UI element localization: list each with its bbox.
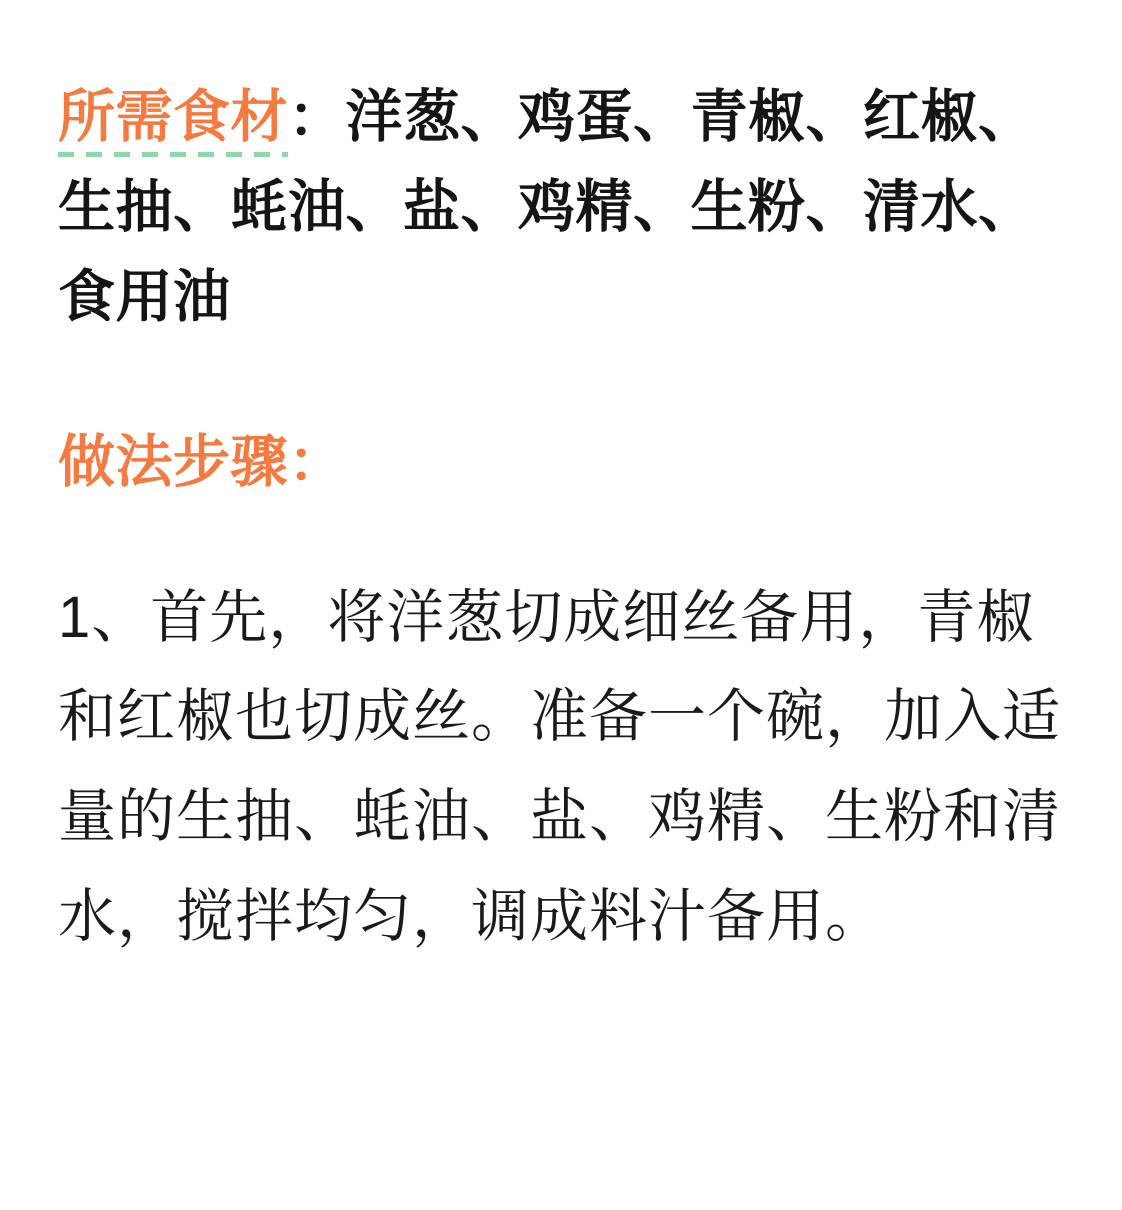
step-item — [58, 568, 1064, 967]
ingredients-label: 所需食材 — [58, 85, 288, 159]
ingredients-paragraph — [58, 72, 1064, 342]
steps-heading: 做法步骤： — [58, 430, 346, 495]
step-number: 1、 — [58, 584, 151, 650]
step-text: 首先，将洋葱切成细丝备用，青椒和红椒也切成丝。准备一个碗，加入适量的生抽、蚝油、盐、鸡精、生粉和清水，搅拌均匀，调成料汁备用。 — [58, 584, 1062, 949]
ingredients-list: 洋葱、鸡蛋、青椒、红椒、生抽、蚝油、盐、鸡精、生粉、清水、食用油 — [58, 85, 1036, 330]
ingredients-colon: ： — [288, 85, 346, 149]
